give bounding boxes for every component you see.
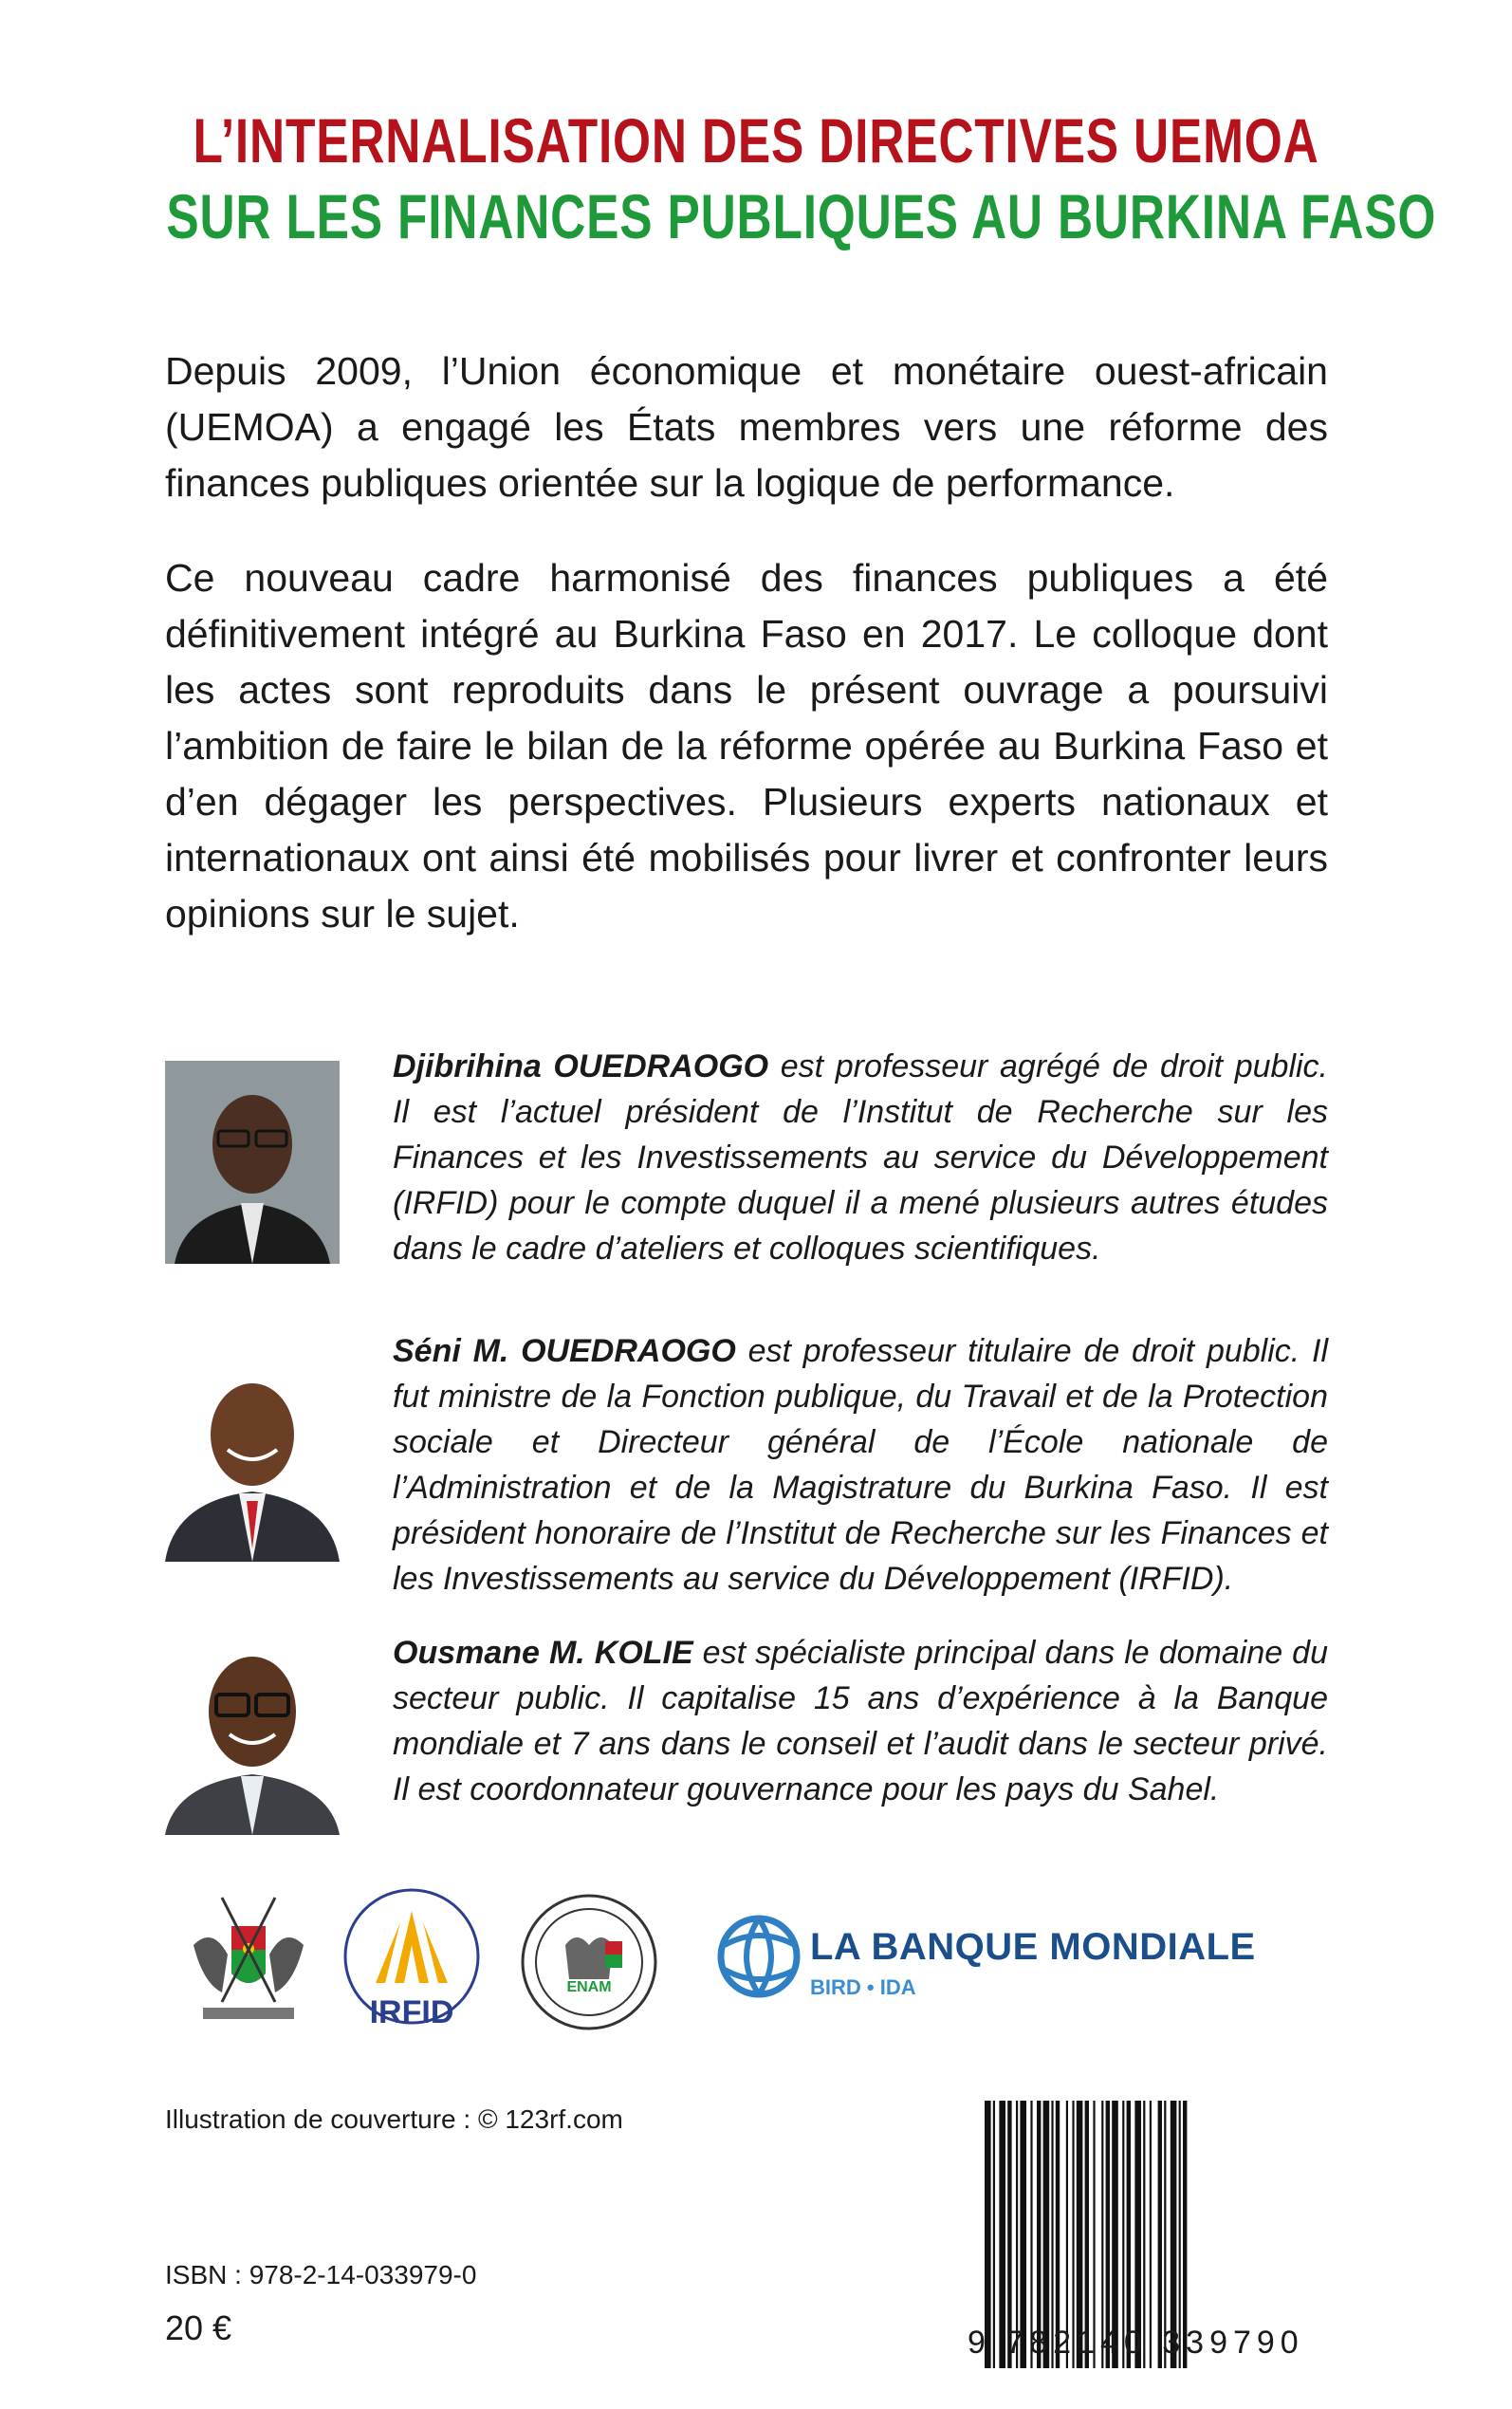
portrait-illustration-3	[165, 1632, 340, 1835]
barcode-digits: 9 782140 339790	[968, 2325, 1304, 2361]
intro-paragraph-2: Ce nouveau cadre harmonisé des finances publiques a été définitivement intégré au Burkina Faso en 2017. Le colloque dont les actes sont reproduits dans le présent ouvrage a poursuivi l’ambition de faire le bilan de la réforme opérée au Burkina Faso et d’en dégager les perspectives. Plusieurs experts nationaux et internationaux ont ainsi été mobilisés pour livrer et confronter leurs opinions sur le sujet.	[165, 556, 1328, 936]
coat-of-arms-icon	[165, 1888, 332, 2036]
price: 20 €	[165, 2308, 232, 2347]
enam-seal-icon	[518, 1888, 660, 2036]
world-bank-name: LA BANQUE MONDIALE	[810, 1926, 1256, 1968]
author-photo-3	[165, 1632, 340, 1835]
author-name-3: Ousmane M. KOLIE	[393, 1635, 693, 1671]
isbn: ISBN : 978-2-14-033979-0	[165, 2260, 477, 2289]
cover-credit: Illustration de couverture : © 123rf.com	[165, 2104, 623, 2134]
author-photo-1	[165, 1061, 340, 1264]
author-bio-1	[393, 1044, 1328, 1271]
author-bio-text-2: est professeur titulaire de droit public. Il fut ministre de la Fonction publique, du Travail et de la Protection sociale et Directeur général de l’École nationale de l’Administration et de la Magistrature du Burkina Faso. Il est président honoraire de l’Institut de Recherche sur les Finances et les Investissements au service du Développement (IRFID).	[393, 1333, 1329, 1597]
author-name-1: Djibrihina OUEDRAOGO	[393, 1048, 769, 1084]
portrait-illustration-2	[165, 1359, 340, 1562]
author-bio-text-1: est professeur agrégé de droit public. Il est l’actuel président de l’Institut de Recherche sur les Finances et les Investissements au service du Développement (IRFID) pour le compte duquel il a mené plusieurs autres études dans le cadre d’ateliers et colloques scientifiques.	[393, 1048, 1328, 1267]
globe-icon	[715, 1907, 806, 2011]
irfid-logo	[338, 1888, 486, 2036]
intro-paragraph-1: Depuis 2009, l’Union économique et monétaire ouest-africain (UEMOA) a engagé les États membres vers une réforme des finances publiques orientée sur la logique de performance.	[165, 349, 1328, 505]
enam-logo	[518, 1888, 660, 2036]
author-name-2: Séni M. OUEDRAOGO	[393, 1333, 736, 1369]
book-title-line-1: L’INTERNALISATION DES DIRECTIVES UEMOA	[193, 105, 1319, 176]
burkina-coat-of-arms-logo	[165, 1888, 332, 2036]
world-bank-logo	[715, 1907, 1322, 2011]
world-bank-subtitle: BIRD • IDA	[810, 1975, 916, 1999]
author-photo-2	[165, 1359, 340, 1562]
irfid-label: IRFID	[369, 1994, 454, 2030]
author-bio-3	[393, 1630, 1328, 1812]
portrait-illustration-1	[165, 1061, 340, 1264]
author-bio-2	[393, 1328, 1328, 1602]
book-title-line-2: SUR LES FINANCES PUBLIQUES AU BURKINA FASO	[166, 181, 1437, 251]
enam-label: ENAM	[566, 1979, 612, 1995]
author-bio-text-3: est spécialiste principal dans le domaine du secteur public. Il capitalise 15 ans d’expérience à la Banque mondiale et 7 ans dans le conseil et l’audit dans le secteur privé. Il est coordonnateur gouvernance pour les pays du Sahel.	[393, 1635, 1328, 1807]
